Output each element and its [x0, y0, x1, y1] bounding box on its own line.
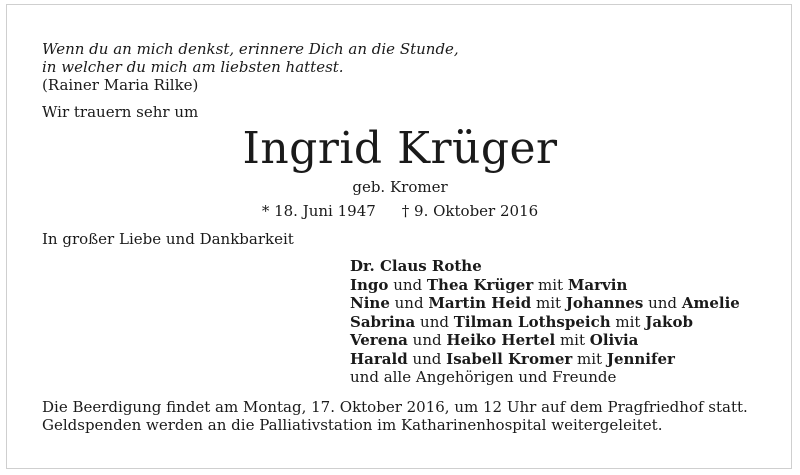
- family-list: [350, 257, 740, 387]
- family-connector: und alle Angehörigen und Freunde: [350, 368, 617, 386]
- quote: [42, 40, 459, 76]
- family-member-name: Martin Heid: [428, 294, 532, 312]
- family-member-name: Jennifer: [606, 349, 675, 368]
- intro-text: Wir trauern sehr um: [42, 103, 199, 121]
- family-connector: mit: [533, 275, 568, 294]
- family-line: [350, 294, 740, 313]
- family-connector: mit: [531, 294, 566, 312]
- family-member-name: Sabrina: [350, 312, 416, 331]
- family-member-name: Johannes: [565, 294, 644, 312]
- family-line: [350, 257, 740, 276]
- family-connector: und: [407, 331, 447, 349]
- family-member-name: Tilman Lothspeich: [453, 312, 611, 331]
- family-member-name: Verena: [350, 331, 408, 349]
- love-line: In großer Liebe und Dankbarkeit: [42, 230, 294, 248]
- family-member-name: Harald: [350, 349, 408, 368]
- family-connector: mit: [555, 331, 590, 349]
- family-member-name: Nine: [350, 294, 390, 312]
- family-line: [350, 313, 740, 332]
- family-member-name: Heiko Hertel: [446, 331, 556, 349]
- funeral-info-line: Die Beerdigung findet am Montag, 17. Oktober 2016, um 12 Uhr auf dem Pragfriedhof statt.: [42, 398, 748, 416]
- family-member-name: Amelie: [681, 294, 740, 312]
- family-connector: und: [643, 294, 682, 312]
- maiden-name: geb. Kromer: [352, 178, 448, 196]
- deceased-name: Ingrid Krüger: [242, 123, 558, 174]
- life-dates: [0, 202, 800, 220]
- family-connector: und: [388, 275, 427, 294]
- family-connector: und: [407, 349, 447, 368]
- family-member-name: Dr. Claus Rothe: [350, 257, 482, 275]
- family-member-name: Marvin: [567, 275, 628, 294]
- family-member-name: Isabell Kromer: [446, 349, 573, 368]
- quote-author: (Rainer Maria Rilke): [42, 76, 199, 94]
- family-connector: und: [389, 294, 429, 312]
- funeral-info-line: Geldspenden werden an die Palliativstation im Katharinenhospital weitergeleitet.: [42, 416, 663, 434]
- birth-date: * 18. Juni 1947: [261, 202, 376, 220]
- family-member-name: Thea Krüger: [426, 275, 534, 294]
- family-connector: mit: [572, 349, 607, 368]
- family-line: [350, 368, 740, 387]
- funeral-info: [42, 398, 748, 434]
- family-line: [350, 276, 740, 295]
- family-connector: mit: [610, 312, 646, 331]
- death-date: † 9. Oktober 2016: [401, 202, 539, 220]
- family-member-name: Ingo: [350, 275, 389, 294]
- family-connector: und: [415, 312, 454, 331]
- family-line: [350, 350, 740, 369]
- family-line: [350, 331, 740, 350]
- quote-line: Wenn du an mich denkst, erinnere Dich an die Stunde,: [42, 40, 459, 58]
- quote-line: in welcher du mich am liebsten hattest.: [42, 58, 344, 76]
- family-member-name: Jakob: [645, 312, 693, 331]
- family-member-name: Olivia: [589, 331, 639, 349]
